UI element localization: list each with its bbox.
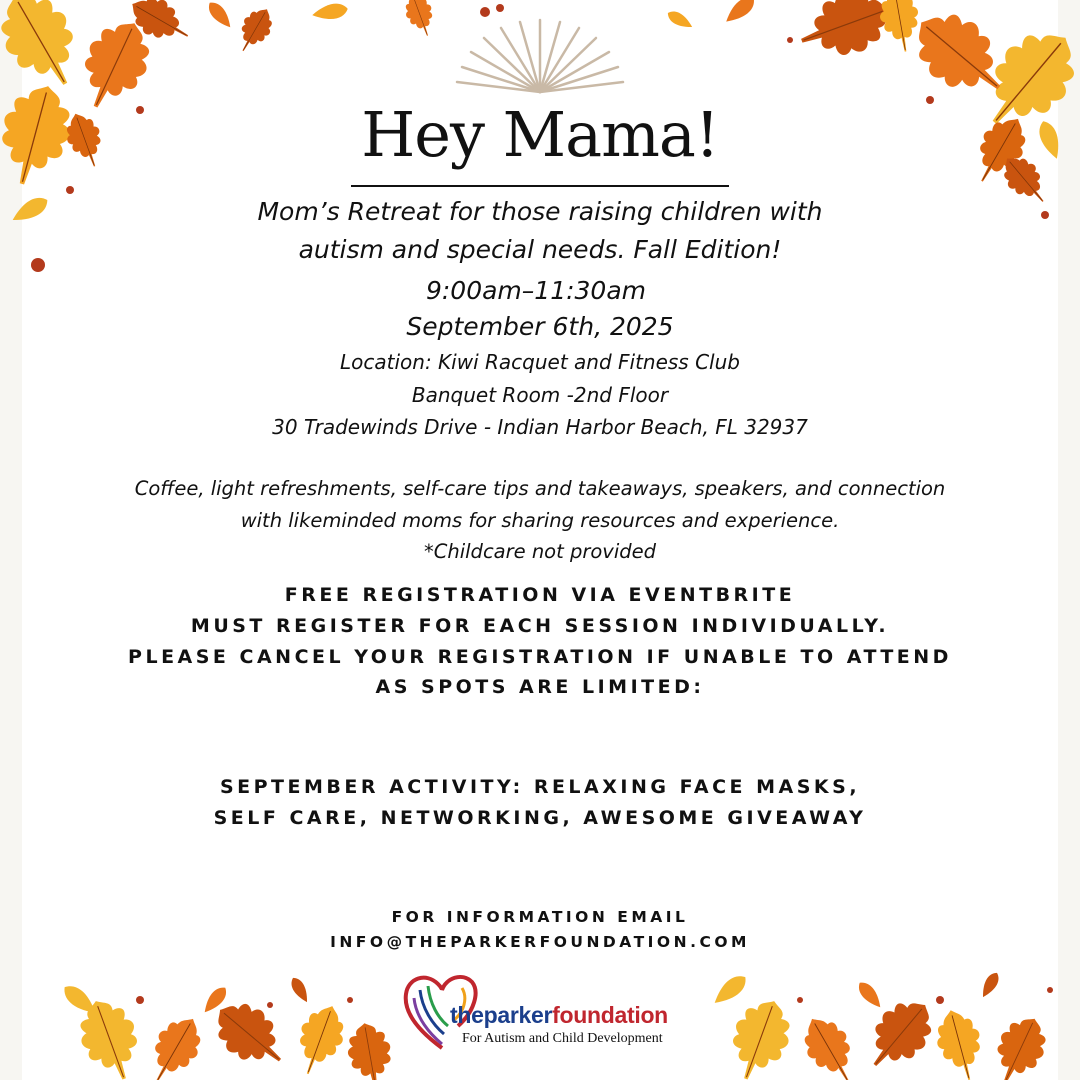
- event-address: 30 Tradewinds Drive - Indian Harbor Beach, FL 32937: [272, 415, 808, 439]
- details-line-1: Coffee, light refreshments, self-care tips and takeaways, speakers, and connection: [134, 477, 946, 500]
- logo-wordmark-part-1: theparker: [450, 1002, 553, 1028]
- logo-wordmark-part-2: foundation: [552, 1002, 668, 1028]
- logo-tagline: For Autism and Child Development: [462, 1031, 663, 1046]
- registration-line-4: AS SPOTS ARE LIMITED:: [375, 676, 705, 698]
- activity-line-1: SEPTEMBER ACTIVITY: RELAXING FACE MASKS,: [219, 776, 861, 798]
- intro-line-1: Mom’s Retreat for those raising children with: [257, 197, 823, 226]
- activity-line-2: SELF CARE, NETWORKING, AWESOME GIVEAWAY: [213, 807, 867, 829]
- headline-title: Hey Mama!: [361, 98, 719, 171]
- contact-email-link[interactable]: INFO@THEPARKERFOUNDATION.COM: [330, 933, 750, 951]
- childcare-note: *Childcare not provided: [424, 540, 656, 563]
- intro-line-2: autism and special needs. Fall Edition!: [298, 235, 782, 264]
- registration-line-2: MUST REGISTER FOR EACH SESSION INDIVIDUALLY.: [190, 615, 890, 637]
- registration-line-3: PLEASE CANCEL YOUR REGISTRATION IF UNABLE TO ATTEND: [128, 646, 952, 668]
- logo-wordmark: [450, 1002, 668, 1029]
- event-date: September 6th, 2025: [406, 312, 674, 341]
- event-room: Banquet Room -2nd Floor: [411, 383, 669, 407]
- event-location: Location: Kiwi Racquet and Fitness Club: [340, 350, 740, 374]
- details-line-2: with likeminded moms for sharing resources and experience.: [240, 509, 840, 532]
- event-time: 9:00am–11:30am: [425, 276, 647, 305]
- registration-line-1: FREE REGISTRATION VIA EVENTBRITE: [284, 584, 796, 606]
- title-divider: [351, 185, 729, 187]
- contact-label: FOR INFORMATION EMAIL: [391, 908, 689, 926]
- parker-foundation-logo: [402, 966, 692, 1070]
